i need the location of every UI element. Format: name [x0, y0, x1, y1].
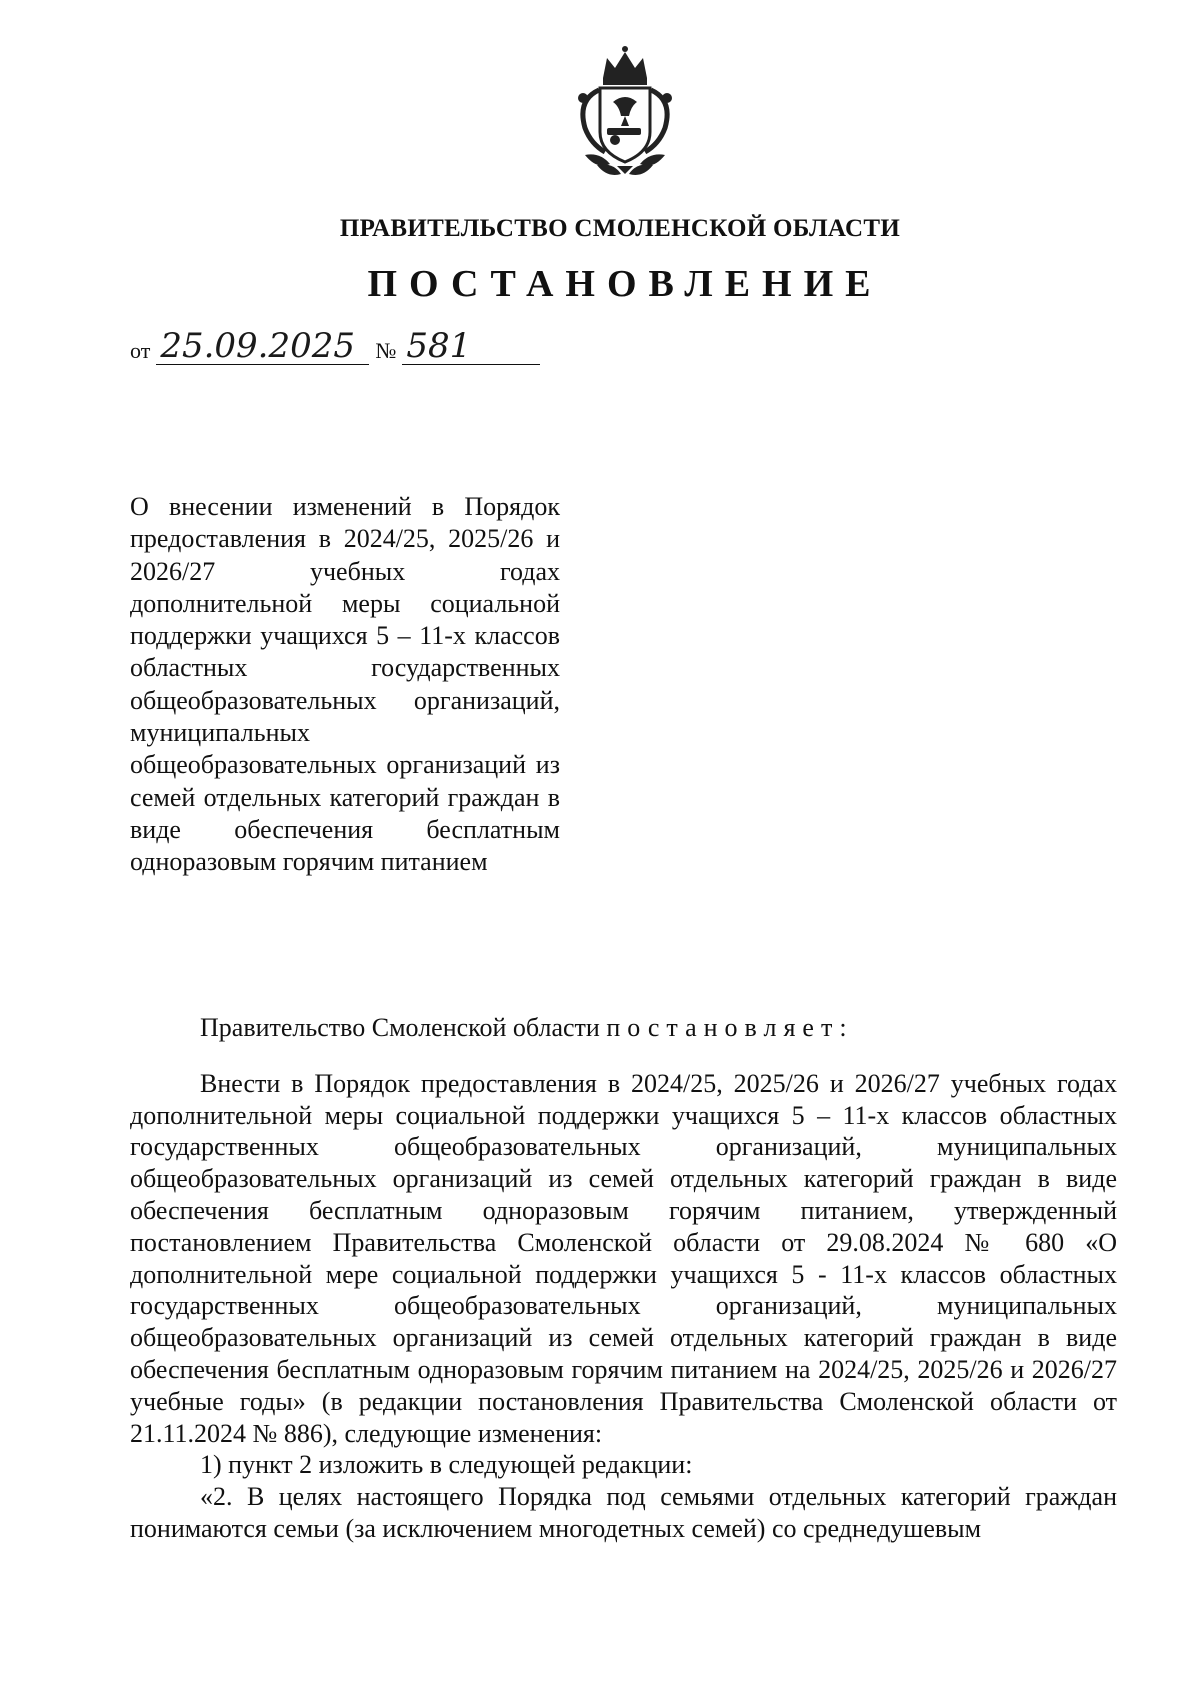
item-1-quote: «2. В целях настоящего Порядка под семьями отдельных категорий граждан понимаются семьи (за исключением многодетных семей) со среднедушевым: [130, 1482, 1117, 1543]
coat-of-arms-icon: [555, 40, 695, 180]
date-number-line: [130, 325, 546, 365]
item-1: 1) пункт 2 изложить в следующей редакции:: [200, 1450, 693, 1480]
number-label: №: [375, 338, 397, 363]
document-type-title: ПОСТАНОВЛЕНИЕ: [367, 263, 883, 305]
number-handwritten: 581: [402, 328, 540, 365]
document-subject: О внесении изменений в Порядок предоставления в 2024/25, 2025/26 и 2026/27 учебных годах дополнительной меры социальной поддержки учащихся 5 – 11-х классов областных государственных общеобразовательных организаций, муниципальных общеобразовательных организаций из семей отдельных категорий граждан в виде обеспечения бесплатным одноразовым горячим питанием: [130, 492, 560, 877]
resolution-intro: Правительство Смоленской области: [200, 1013, 600, 1042]
resolution-verb: постановляет:: [606, 1013, 854, 1042]
organization-title: ПРАВИТЕЛЬСТВО СМОЛЕНСКОЙ ОБЛАСТИ: [339, 215, 901, 242]
paragraph-1: Внести в Порядок предоставления в 2024/25, 2025/26 и 2026/27 учебных годах дополнительной меры социальной поддержки учащихся 5 – 11-х классов областных государственных общеобразовательных организаций, муниципальных общеобразовательных организаций из семей отдельных категорий граждан в виде обеспечения бесплатным одноразовым горячим питанием, утвержденный постановлением Правительства Смоленской области от 29.08.2024 № 680 «О дополнительной мере социальной поддержки учащихся 5 - 11-х классов областных государственных общеобразовательных организаций, муниципальных общеобразовательных организаций из семей отдельных категорий граждан в виде обеспечения бесплатным одноразовым горячим питанием на 2024/25, 2025/26 и 2026/27 учебные годы» (в редакции постановления Правительства Смоленской области от 21.11.2024 № 886), следующие изменения:: [130, 1068, 1117, 1448]
resolution-line: [130, 1012, 1117, 1044]
document-body: [130, 1012, 1117, 1545]
date-handwritten: 25.09.2025: [156, 328, 369, 365]
from-label: от: [130, 338, 151, 363]
